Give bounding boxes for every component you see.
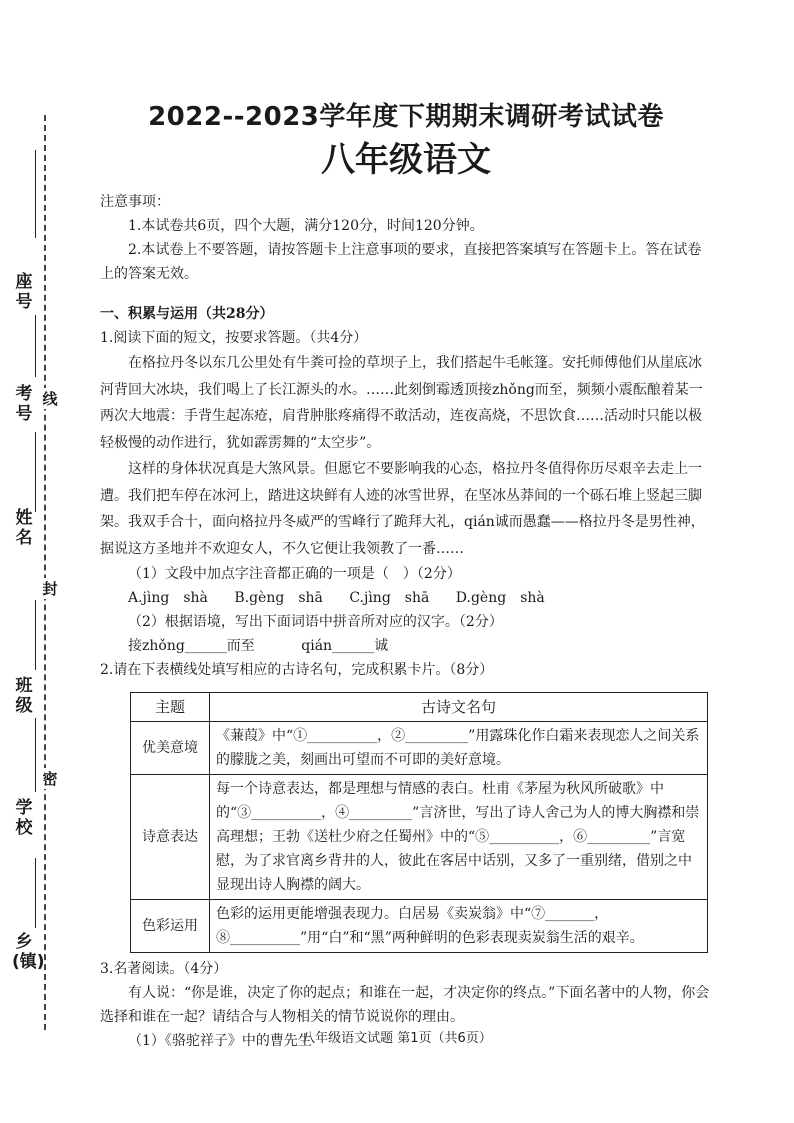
class-field-line — [35, 600, 36, 670]
option-d: D.gèng shà — [455, 590, 545, 606]
q1-stem: 1.阅读下面的短文，按要求答题。（共4分） — [100, 330, 368, 346]
name-label: 姓名 — [15, 508, 33, 548]
section-1-heading: 一、积累与运用（共28分） — [100, 306, 274, 322]
row-theme: 色彩运用 — [131, 900, 210, 953]
secret-seal-char: 密 — [40, 768, 60, 789]
town-field-line — [35, 858, 36, 928]
seat-field-line — [35, 150, 36, 238]
table-row — [131, 722, 708, 775]
name-field-line — [35, 432, 36, 512]
passage-paragraph-2: 这样的身体状况真是大煞风景。但愿它不要影响我的心态，格拉丹冬值得你历尽艰辛去走上一遭。我们把车停在冰河上，踏进这块鲜有人迹的冰雪世界，在坚冰丛莽间的一个砾石堆上竖起三脚架。我双手合十，面向格拉丹冬威严的雪峰行了跪拜大礼，qián诚而愚蠢——格拉丹冬是男性神，据说这方圣地并不欢迎女人，不久它便让我领教了一番…… — [100, 461, 705, 557]
row-text: 《蒹葭》中“①__________，②_________”用露珠化作白霜来表现恋人之间关系的朦胧之美，刻画出可望而不可即的美好意境。 — [210, 722, 708, 775]
row-text: 色彩的运用更能增强表现力。白居易《卖炭翁》中“⑦_______，⑧__________”用“白”和“黑”两种鲜明的色彩表现卖炭翁生活的艰辛。 — [210, 900, 708, 953]
poem-card-table — [130, 692, 708, 953]
q1-fill-blanks — [100, 634, 712, 658]
seal-dashed-line — [44, 115, 46, 1030]
option-a: A.jìng shà — [128, 590, 208, 606]
q1-options — [100, 586, 712, 610]
q3-stem: 3.名著阅读。（4分） — [100, 961, 228, 977]
exam-no-label: 考号 — [15, 384, 33, 424]
q3-body: 有人说：“你是谁，决定了你的起点；和谁在一起，才决定你的终点。”下面名著中的人物，你会选择和谁在一起？请结合与人物相关的情节说说你的理由。 — [100, 985, 710, 1025]
notice-item-1: 1.本试卷共6页，四个大题，满分120分，时间120分钟。 — [128, 218, 484, 234]
notice-item-2: 2.本试卷上不要答题，请按答题卡上注意事项的要求，直接把答案填写在答题卡上。答在试卷上的答案无效。 — [100, 242, 702, 282]
page-footer: 八年级语文试题 第1页（共6页） — [302, 1031, 492, 1046]
column-header-verse: 古诗文名句 — [210, 693, 708, 722]
school-field-line — [35, 718, 36, 792]
exam-subject: 八年级语文 — [321, 140, 491, 180]
fill-blank-b: qián______诚 — [301, 638, 389, 654]
table-row — [131, 775, 708, 900]
notice-heading: 注意事项： — [100, 194, 170, 210]
exam-no-field-line — [35, 315, 36, 377]
row-theme: 优美意境 — [131, 722, 210, 775]
binding-margin — [0, 0, 70, 1123]
table-header-row — [131, 693, 708, 722]
option-c: C.jìng shā — [349, 590, 430, 606]
exam-page — [100, 98, 712, 1053]
fill-blank-a: 接zhǒng______而至 — [128, 638, 255, 654]
row-theme: 诗意表达 — [131, 775, 210, 900]
q2-stem: 2.请在下表横线处填写相应的古诗名句，完成积累卡片。（8分） — [100, 662, 494, 678]
seat-label: 座号 — [15, 272, 33, 312]
exam-title: 2022--2023学年度下期期末调研考试试卷 — [148, 102, 664, 132]
reading-passage — [100, 350, 712, 562]
passage-paragraph-1: 在格拉丹冬以东几公里处有牛粪可捡的草坝子上，我们搭起牛毛帐篷。安托师傅他们从崖底冰河背回大冰块，我们喝上了长江源头的水。……此刻倒霉透顶接zhǒng而至，频频小震酝酿着某一两次大地震：手背生起冻疮，肩背肿胀疼痛得不敢活动，连夜高烧，不思饮食……活动时只能以极轻极慢的动作进行，犹如霹雳舞的“太空步”。 — [100, 355, 703, 451]
school-label: 学校 — [15, 798, 33, 838]
class-label: 班级 — [15, 676, 33, 716]
town-label: 乡(镇) — [12, 932, 45, 972]
q1-sub2: （2）根据语境，写出下面词语中拼音所对应的汉字。（2分） — [128, 614, 503, 630]
column-header-theme: 主题 — [131, 693, 210, 722]
seal-char: 封 — [40, 578, 60, 599]
q3-option-1: （1）《骆驼祥子》中的曹先生 — [128, 1033, 312, 1049]
q1-sub1: （1）文段中加点字注音都正确的一项是（ ）（2分） — [128, 566, 461, 582]
row-text: 每一个诗意表达，都是理想与情感的表白。杜甫《茅屋为秋风所破歌》中的“③__________，④_________”言济世，写出了诗人舍己为人的博大胸襟和崇高理想；王勃《送杜少府之任蜀州》中的“⑤__________，⑥_________”言宽慰，为了求官离乡背井的人，彼此在客居中话别，又多了一重别绪，借别之中显现出诗人胸襟的阔大。 — [210, 775, 708, 900]
line-seal-char: 线 — [40, 388, 60, 409]
table-row — [131, 900, 708, 953]
option-b: B.gèng shā — [234, 590, 323, 606]
